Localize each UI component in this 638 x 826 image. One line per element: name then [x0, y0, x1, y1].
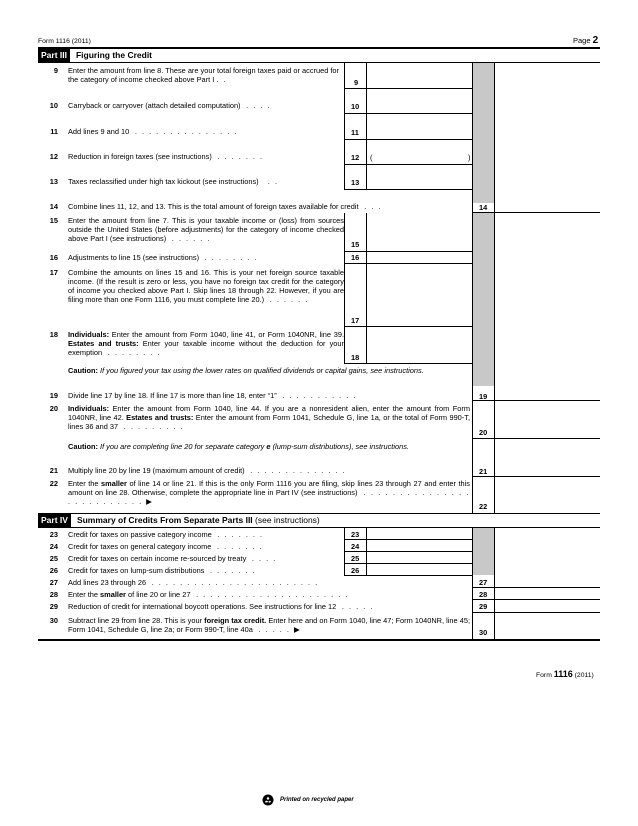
line-24-text: Credit for taxes on general category income — [68, 542, 212, 551]
line-30-text-b: Enter here and on Form 1040, line 47; Form 1040NR, line 45; Form 1041, Schedule G, line 2a; or Form 990-T, line 40a — [68, 616, 470, 634]
line-number: 11 — [50, 127, 58, 136]
part4-title: Summary of Credits From Separate Parts III — [76, 515, 253, 525]
line-28-bold: smaller — [100, 590, 126, 599]
line-22-text-b: of line 14 or line 21. If this is the only Form 1116 you are filing, skip lines 23 through 27 and enter this amount on line 28. Otherwise, complete the appropriate line in Part IV (see instructions) — [68, 479, 470, 497]
line-text: Enter the smaller of line 14 or line 21. If this is the only Form 1116 you are filing, skip lines 23 through 27 and enter this amount on line 28. Otherwise, complete the appropriate line in Part IV (see instructions) . . . . . . . . . . . . . . . . . . . . . . . . . . ▶ — [68, 479, 470, 506]
line-number: 26 — [49, 566, 58, 575]
line-number: 21 — [49, 466, 58, 475]
box-label: 17 — [351, 316, 360, 325]
box-label: 22 — [479, 502, 488, 511]
sep-25 — [344, 563, 472, 564]
line-18-bold-a: Individuals: — [68, 330, 110, 339]
line-number: 12 — [49, 152, 58, 161]
line-29-input[interactable] — [496, 600, 600, 611]
sep-13 — [344, 189, 472, 190]
line-text: Add lines 9 and 10 . . . . . . . . . . . . . . . — [68, 127, 238, 136]
line-text: Divide line 17 by line 18. If line 17 is more than line 18, enter “1” . . . . . . . . . . . — [68, 391, 357, 400]
line-13-input[interactable] — [368, 166, 471, 188]
p4-outer-num — [494, 528, 495, 639]
line-18-text-b: Enter your taxable income without the deduction for your exemption — [68, 339, 344, 357]
sep-11 — [344, 139, 472, 140]
line-number: 9 — [53, 66, 58, 75]
box-label: 15 — [351, 240, 360, 249]
line-text: Credit for taxes on lump-sum distributions . . . . . . . — [68, 566, 257, 575]
part4-rule — [38, 527, 600, 528]
line-10-text: Carryback or carryover (attach detailed computation) — [68, 101, 241, 110]
sep-10 — [344, 113, 472, 114]
recycle-icon — [262, 794, 274, 806]
line-10-input[interactable] — [368, 90, 471, 112]
line-19-input[interactable] — [496, 387, 600, 399]
line-16-input[interactable] — [368, 252, 471, 262]
line-17-text: Combine the amounts on lines 15 and 16. This is your net foreign source taxable income. (If the result is zero or less, you have no foreign tax credit for the category of income you checked above Part I. Skip lines 18 through 22. However, if you are filing more than one Form 1116, you must complete line 20.) — [68, 268, 344, 304]
line-28-text-b: of line 20 or line 27 — [125, 590, 191, 599]
box-label: 20 — [479, 428, 488, 437]
line-25-text: Credit for taxes on certain income re-sourced by treaty — [68, 554, 247, 563]
box-label: 28 — [479, 590, 488, 599]
line-9-input[interactable] — [368, 66, 471, 87]
part3-rule — [38, 62, 600, 63]
line-15-input[interactable] — [368, 214, 471, 250]
line-20-text-a: Enter the amount from Form 1040, line 44. If you are a nonresident alien, enter the amount from Form 1040NR, line 42. — [68, 404, 470, 422]
caution-2-body-b: (lump-sum distributions), see instructions. — [270, 442, 409, 451]
line-20-text-b: Enter the amount from Form 1041, Schedule G, line 1a, or the total of Form 990-T, lines 36 and 37 — [68, 413, 470, 431]
line-number: 19 — [49, 391, 58, 400]
line-21-input[interactable] — [496, 462, 600, 475]
line-19-text: Divide line 17 by line 18. If line 17 is more than line 18, enter “1” — [68, 391, 277, 400]
line-20-input[interactable] — [496, 401, 600, 437]
line-number: 20 — [49, 404, 58, 413]
line-26-text: Credit for taxes on lump-sum distributions — [68, 566, 205, 575]
line-number: 24 — [49, 542, 58, 551]
box-label: 25 — [351, 554, 360, 563]
part4-tag: Part IV — [38, 514, 71, 527]
line-29-text: Reduction of credit for international boycott operations. See instructions for line 12 — [68, 602, 337, 611]
line-number: 10 — [49, 101, 58, 110]
line-number: 27 — [49, 578, 58, 587]
caution-2-bold: Caution: — [68, 442, 98, 451]
footer-form-id — [536, 670, 594, 680]
line-30-bold: foreign tax credit. — [204, 616, 267, 625]
box-label: 26 — [351, 566, 360, 575]
part4-shade — [472, 528, 495, 575]
box-label: 13 — [351, 178, 360, 187]
line-number: 29 — [49, 602, 58, 611]
line-14-input[interactable] — [496, 190, 600, 211]
caution-1-text — [68, 366, 476, 375]
shaded-column-2 — [472, 213, 495, 386]
caution-2-text — [68, 442, 470, 451]
line-text: Reduction of credit for international boycott operations. See instructions for line 12 . . . . . — [68, 602, 374, 611]
line-21-text: Multiply line 20 by line 19 (maximum amount of credit) — [68, 466, 245, 475]
paren-close: ) — [468, 153, 471, 162]
caution-1-bold: Caution: — [68, 366, 98, 375]
line-text: Individuals: Enter the amount from Form 1040, line 44. If you are a nonresident alien, enter the amount from Form 1040NR, line 42. Estates and trusts: Enter the amount from Form 1041, Schedule G, line 1a, or the total of Form 990-T, lines 36 and 37 . . . . . . . . . — [68, 404, 470, 431]
line-25-input[interactable] — [368, 553, 471, 563]
line-text: Credit for taxes on passive category income . . . . . . . — [68, 530, 264, 539]
line-number: 18 — [49, 330, 58, 339]
line-16-text: Adjustments to line 15 (see instructions) — [68, 253, 200, 262]
line-number: 13 — [49, 177, 58, 186]
line-text: Subtract line 29 from line 28. This is your foreign tax credit. Enter here and on Form 1040, line 47; Form 1040NR, line 45; Form 1041, Schedule G, line 2a; or Form 990-T, line 40a . . . . . ▶ — [68, 616, 470, 634]
line-24-input[interactable] — [368, 541, 471, 551]
line-number: 15 — [49, 216, 58, 225]
line-22-input[interactable] — [496, 477, 600, 512]
line-text: Reduction in foreign taxes (see instructions) . . . . . . . — [68, 152, 264, 161]
line-number: 17 — [49, 268, 58, 277]
line-17-input[interactable] — [368, 264, 471, 325]
line-text: Enter the amount from line 8. These are your total foreign taxes paid or accrued for the category of income checked above Part I . . — [68, 66, 339, 84]
outer-num-border-b — [494, 213, 495, 513]
line-11-text: Add lines 9 and 10 — [68, 127, 130, 136]
sep-9 — [344, 88, 472, 89]
line-27-text: Add lines 23 through 26 — [68, 578, 147, 587]
box-label: 14 — [479, 203, 488, 212]
footer-form-year: (2011) — [574, 672, 594, 679]
part4-title-suffix: (see instructions) — [252, 515, 320, 525]
sep-26 — [344, 575, 472, 576]
page-indicator — [573, 36, 598, 45]
line-text: Enter the amount from line 7. This is your taxable income or (loss) from sources outside the United States (before adjustments) for the category of income checked above Part I (see instructions) . . . . . . — [68, 216, 344, 243]
sep-24 — [344, 551, 472, 552]
caution-2-body-a: If you are completing line 20 for separate category — [97, 442, 267, 451]
footer-form-number: 1116 — [553, 669, 573, 679]
line-22-text-a: Enter the — [68, 479, 102, 488]
line-number: 28 — [49, 590, 58, 599]
box-label: 9 — [354, 78, 359, 87]
line-text: Multiply line 20 by line 19 (maximum amount of credit) . . . . . . . . . . . . . . — [68, 466, 347, 475]
paren-open: ( — [370, 153, 373, 162]
line-28-input[interactable] — [496, 588, 600, 598]
line-11-input[interactable] — [368, 115, 471, 138]
line-28-text-a: Enter the — [68, 590, 101, 599]
line-23-input[interactable] — [368, 529, 471, 539]
line-18-input[interactable] — [368, 327, 471, 362]
line-14-text: Combine lines 11, 12, and 13. This is the total amount of foreign taxes available for credit — [68, 202, 359, 211]
caution-1-body: If you figured your tax using the lower rates on qualified dividends or capital gains, see instructions. — [97, 366, 424, 375]
line-text: Carryback or carryover (attach detailed computation) . . . . — [68, 101, 272, 110]
part3-tag: Part III — [38, 49, 70, 62]
box-label: 24 — [351, 542, 360, 551]
line-18-text-a: Enter the amount from Form 1040, line 41, or Form 1040NR, line 39. — [109, 330, 344, 339]
box-label: 11 — [351, 128, 359, 137]
line-18-bold-b: Estates and trusts: — [68, 339, 139, 348]
line-22-bold: smaller — [101, 479, 127, 488]
part3-title: Figuring the Credit — [75, 50, 153, 60]
line-number: 23 — [49, 530, 58, 539]
line-27-input[interactable] — [496, 576, 600, 586]
line-text: Combine lines 11, 12, and 13. This is the total amount of foreign taxes available for credit . . . — [68, 202, 382, 211]
inner-box-left-border-b — [344, 213, 345, 363]
line-text: Credit for taxes on general category income . . . . . . . — [68, 542, 264, 551]
part4-title-wrap — [77, 515, 320, 525]
page-label: Page — [573, 36, 591, 45]
line-12-text: Reduction in foreign taxes (see instructions) — [68, 152, 212, 161]
line-text: Taxes reclassified under high tax kickout (see instructions) . . — [68, 177, 279, 186]
sep-20 — [472, 438, 600, 439]
part4-header — [38, 514, 600, 527]
box-label: 29 — [479, 602, 488, 611]
line-text: Credit for taxes on certain income re-sourced by treaty . . . . — [68, 554, 277, 563]
box-label: 18 — [351, 353, 360, 362]
line-number: 14 — [49, 202, 58, 211]
box-label: 21 — [479, 467, 488, 476]
inner-box-num-border-b — [366, 213, 367, 363]
line-30-text-a: Subtract line 29 from line 28. This is your — [68, 616, 205, 625]
line-23-text: Credit for taxes on passive category income — [68, 530, 212, 539]
sep-18 — [344, 363, 472, 364]
line-text: Adjustments to line 15 (see instructions) . . . . . . . . — [68, 253, 258, 262]
box-label: 19 — [479, 392, 488, 401]
part3-header — [38, 49, 600, 62]
sep-23 — [344, 539, 472, 540]
box-label: 30 — [479, 628, 488, 637]
line-number: 30 — [49, 616, 58, 625]
line-20-bold-a: Individuals: — [68, 404, 110, 413]
line-9 — [38, 66, 600, 88]
line-text: Combine the amounts on lines 15 and 16. This is your net foreign source taxable income. (If the result is zero or less, you have no foreign tax credit for the category of income you checked above Part I. Skip lines 18 through 22. However, if you are filing more than one Form 1116, you must complete line 20.) . . . . . . — [68, 268, 344, 304]
box-label: 23 — [351, 530, 360, 539]
box-label: 10 — [351, 102, 360, 111]
line-13-text: Taxes reclassified under high tax kickout (see instructions) — [68, 177, 259, 186]
form-reference: Form 1116 (2011) — [38, 38, 91, 45]
box-label: 12 — [351, 153, 360, 162]
line-12-input[interactable] — [375, 141, 467, 163]
line-26-input[interactable] — [368, 565, 471, 575]
sep-14 — [472, 212, 600, 213]
line-30-input[interactable] — [496, 613, 600, 638]
line-text: Enter the smaller of line 20 or line 27 . . . . . . . . . . . . . . . . . . . . . . — [68, 590, 349, 599]
line-number: 16 — [49, 253, 58, 262]
sep-12 — [344, 164, 472, 165]
line-15-text: Enter the amount from line 7. This is your taxable income or (loss) from sources outside the United States (before adjustments) for the category of income checked above Part I (see instructions) — [68, 216, 344, 243]
line-20-bold-b: Estates and trusts: — [126, 413, 194, 422]
page-number: 2 — [592, 35, 599, 46]
footer-form-prefix: Form — [536, 672, 552, 679]
caution-2-bold-b: e — [266, 442, 271, 451]
line-text: Add lines 23 through 26 . . . . . . . . . . . . . . . . . . . . . . . . — [68, 578, 319, 587]
line-9-text: Enter the amount from line 8. These are your total foreign taxes paid or accrued for the category of income checked above Part I — [68, 66, 339, 84]
box-label: 27 — [479, 578, 488, 587]
recycled-notice — [262, 794, 354, 806]
line-number: 25 — [49, 554, 58, 563]
box-label: 16 — [351, 253, 360, 262]
recycled-text: Printed on recycled paper — [280, 796, 354, 803]
line-number: 22 — [49, 479, 58, 488]
bottom-rule — [38, 639, 600, 641]
line-text: Individuals: Enter the amount from Form 1040, line 41, or Form 1040NR, line 39. Estates and trusts: Enter your taxable income without the deduction for your exemption . . . . . . . . — [68, 330, 344, 357]
